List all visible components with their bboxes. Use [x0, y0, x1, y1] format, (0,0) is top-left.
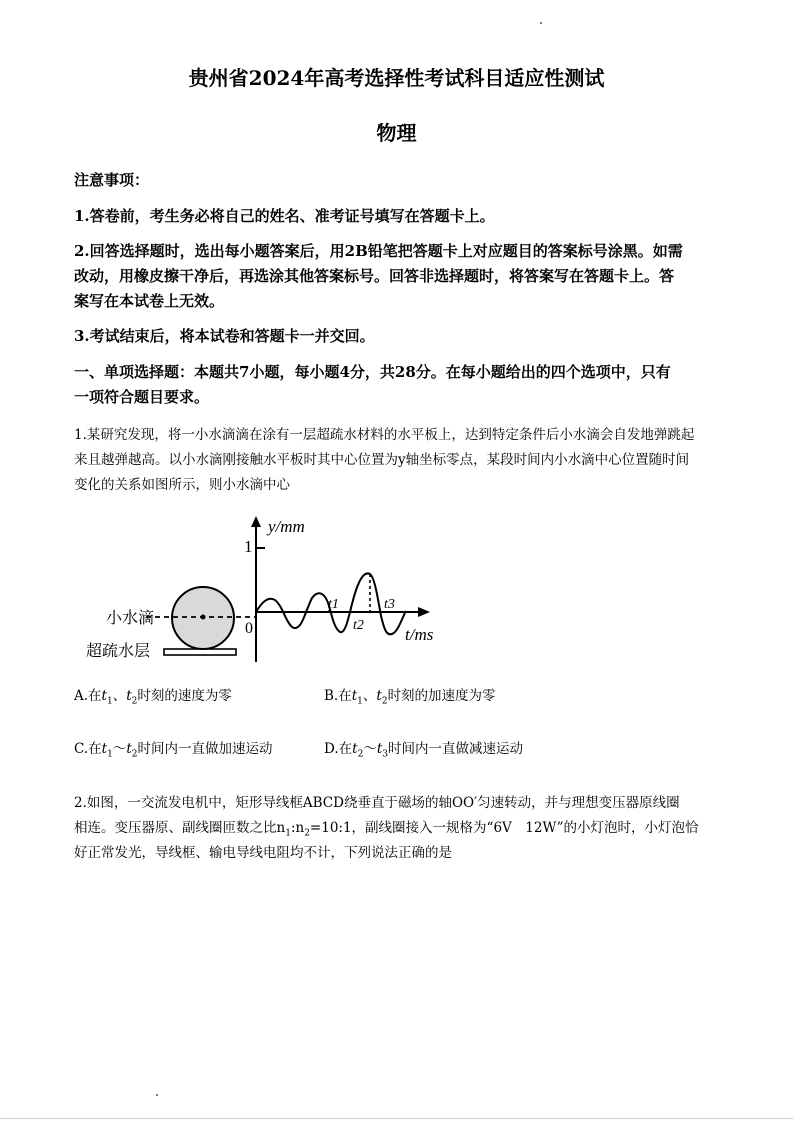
q1-stem-line-1: 1.某研究发现，将一小水滴滴在涂有一层超疏水材料的水平板上，达到特定条件后小水滴会自发地弹跳起 [74, 427, 695, 443]
y-axis-arrow [251, 516, 261, 527]
var-t: t [376, 741, 383, 757]
t3-label: t3 [384, 597, 395, 612]
q2-line2-colon: :n [290, 820, 305, 836]
option-c-prefix: C.在 [74, 741, 102, 757]
droplet-center-dot [201, 615, 206, 620]
var-t: t [126, 741, 132, 757]
option-c-sep: ～ [112, 741, 127, 757]
exam-title: 贵州省2024年高考选择性考试科目适应性测试 [188, 66, 605, 90]
q2-line2-pre: 相连。变压器原、副线圈匝数之比n [74, 820, 286, 836]
option-c-text: 时间内一直做加速运动 [137, 741, 273, 757]
option-b-sep: 、 [362, 688, 377, 704]
y-axis-label: y/mm [268, 517, 305, 536]
option-d-text: 时间内一直做减速运动 [387, 741, 523, 757]
notice-item-1: 1.答卷前，考生务必将自己的姓名、准考证号填写在答题卡上。 [74, 207, 495, 225]
q1-stem-line-3: 变化的关系如图所示，则小水滴中心 [74, 477, 290, 493]
droplet-label: 小水滴 [106, 608, 155, 627]
exam-subject: 物理 [376, 121, 417, 145]
plate-label: 超疏水层 [86, 641, 151, 660]
option-d-prefix: D.在 [324, 741, 353, 757]
t1-label: t1 [328, 597, 339, 612]
sub-1: 1 [285, 828, 291, 839]
sub-2: 2 [131, 749, 138, 760]
option-a-text: 时刻的速度为零 [137, 688, 232, 704]
x-axis-arrow [418, 607, 430, 617]
option-d-sep: ～ [363, 741, 377, 757]
var-t: t [351, 688, 358, 704]
y-tick-label: 1 [244, 537, 253, 556]
option-a-prefix: A.在 [74, 688, 102, 704]
sub-2: 2 [357, 749, 364, 760]
sub-1: 1 [357, 696, 363, 707]
var-t: t [101, 741, 108, 757]
q2-line2-post: =10:1，副线圈接入一规格为“6V 12W”的小灯泡时，小灯泡恰 [309, 820, 699, 836]
var-t: t [126, 688, 132, 704]
q1-option-b[interactable] [324, 684, 496, 707]
section-1-line-1: 一、单项选择题：本题共7小题，每小题4分，共28分。在每小题给出的四个选项中，只有 [74, 363, 671, 381]
x-axis-label: t/ms [405, 625, 434, 644]
scan-speck-bottom [156, 1094, 158, 1096]
q1-option-c[interactable] [74, 737, 272, 760]
var-t: t [101, 688, 107, 704]
q1-figure [72, 510, 452, 670]
option-b-text: 时刻的加速度为零 [387, 688, 496, 704]
var-t: t [376, 688, 382, 704]
q2-stem-line-1: 2.如图，一交流发电机中，矩形导线框ABCD绕垂直于磁场的轴OO′匀速转动，并与理想变压器原线圈 [74, 795, 680, 811]
var-t: t [352, 741, 358, 757]
notice-item-2-line-3: 案写在本试卷上无效。 [74, 292, 225, 310]
q1-option-d[interactable] [324, 737, 523, 760]
sub-2: 2 [381, 696, 388, 707]
notice-heading: 注意事项： [74, 171, 150, 189]
notice-item-3: 3.考试结束后，将本试卷和答题卡一并交回。 [74, 327, 375, 345]
q2-stem-line-2 [74, 816, 699, 839]
hydrophobic-plate [164, 649, 236, 655]
q1-stem-line-2: 来且越弹越高。以小水滴刚接触水平板时其中心位置为y轴坐标零点，某段时间内小水滴中心位置随时间 [74, 452, 690, 468]
option-b-prefix: B.在 [324, 688, 352, 704]
notice-item-2-line-2: 改动，用橡皮擦干净后，再选涂其他答案标号。回答非选择题时，将答案写在答题卡上。答 [74, 267, 675, 285]
sub-1: 1 [107, 749, 113, 760]
notice-item-2-line-1: 2.回答选择题时，选出每小题答案后，用2B铅笔把答题卡上对应题目的答案标号涂黑。如需 [74, 242, 683, 260]
sub-2: 2 [304, 828, 310, 839]
sub-1: 1 [106, 696, 113, 707]
sub-3: 3 [382, 749, 388, 760]
option-a-sep: 、 [112, 688, 127, 704]
q1-option-a[interactable] [74, 684, 232, 707]
page-bottom-rule [0, 1118, 793, 1119]
sub-2: 2 [131, 696, 138, 707]
origin-label: 0 [245, 620, 253, 637]
t2-label: t2 [353, 618, 364, 633]
q2-stem-line-3: 好正常发光，导线框、输电导线电阻均不计，下列说法正确的是 [74, 845, 452, 861]
section-1-line-2: 一项符合题目要求。 [74, 388, 210, 406]
scan-speck-top [540, 22, 542, 24]
